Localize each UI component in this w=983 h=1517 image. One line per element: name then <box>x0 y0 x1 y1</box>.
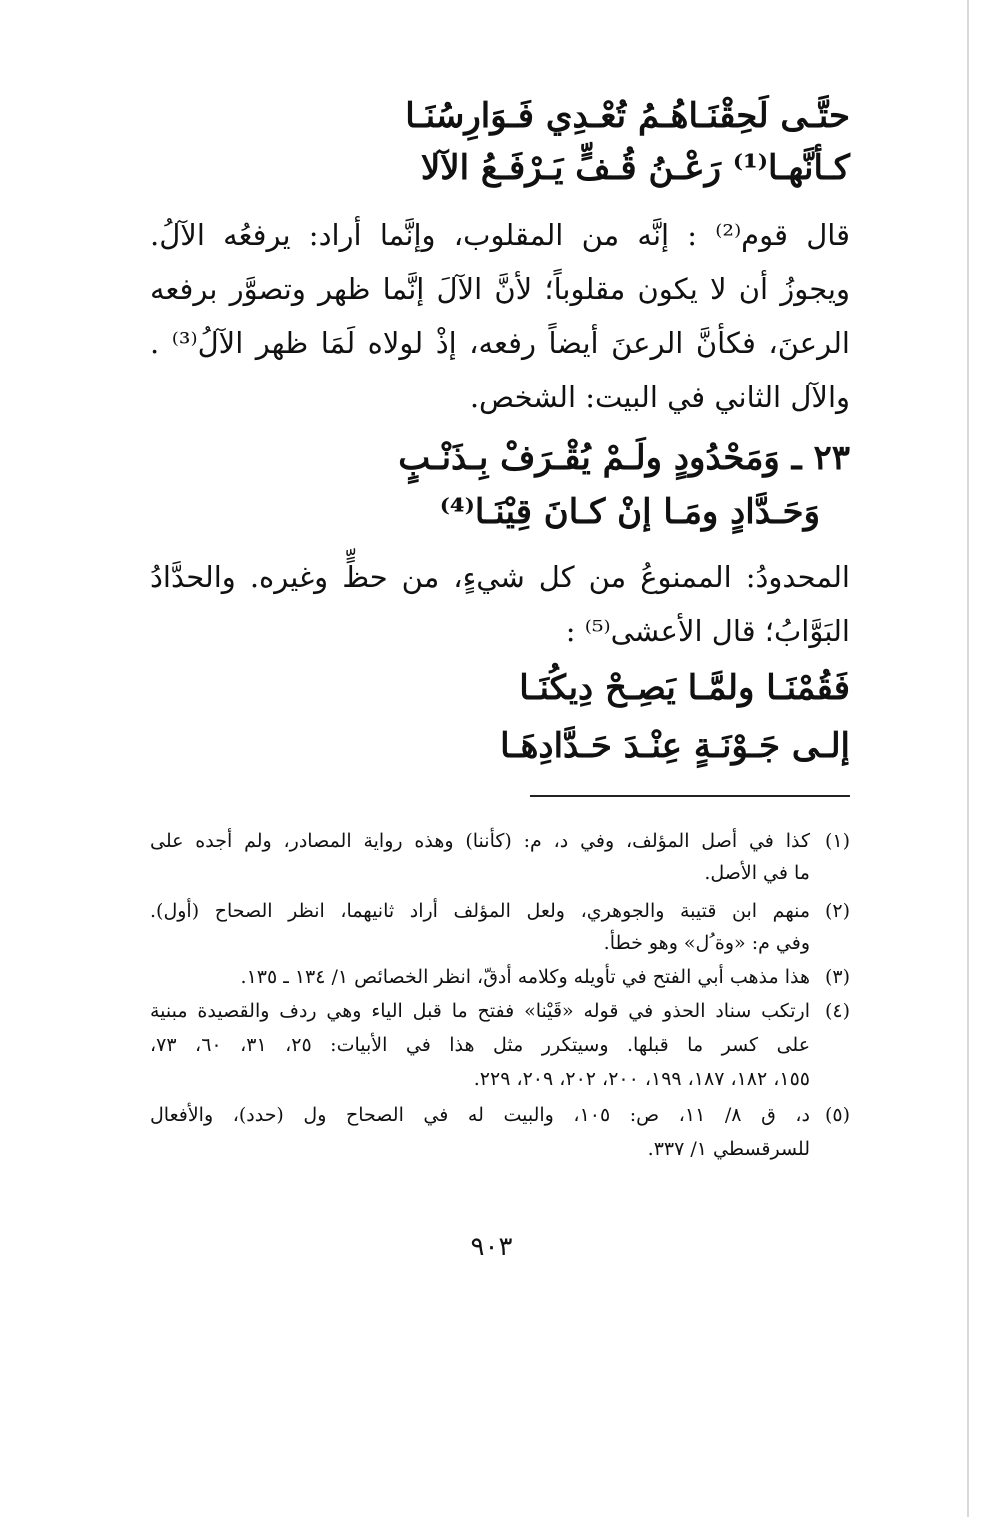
footnote-4-cont <box>150 1068 850 1096</box>
footnote-number: (٥) <box>824 1104 850 1126</box>
footnote-2-cont <box>150 932 850 960</box>
prose-line: ويجوزُ أن لا يكون مقلوباً؛ لأنَّ الآلَ إنَّما ظهر وتصوَّر برفعه <box>150 272 850 306</box>
footnote-5 <box>150 1104 850 1132</box>
footnote-1 <box>150 830 850 858</box>
prose-line: المحدودُ: الممنوعُ من كل شيءٍ، من حظٍّ وغيره. والحدَّادُ <box>150 560 850 594</box>
footnote-text: كذا في أصل المؤلف، وفي د، م: (كأننا) وهذه رواية المصادر، ولم أجده على <box>150 830 810 852</box>
footnote-number: (٣) <box>824 966 850 988</box>
footnote-3 <box>150 966 850 994</box>
footnote-4-cont <box>150 1034 850 1062</box>
footnote-number: (٤) <box>824 1000 850 1022</box>
footnote-separator <box>530 795 850 797</box>
footnote-number: (٢) <box>824 900 850 922</box>
footnote-number: (١) <box>824 830 850 852</box>
footnote-text: ارتكب سناد الحذو في قوله «قَيْنا» ففتح ما قبل الياء وهي ردف والقصيدة مبنية <box>150 1000 810 1022</box>
verse-23-line-2: وَحَـدَّادٍ ومَـا إنْ كـانَ قِيْنَـا⁽⁴⁾ <box>439 492 820 532</box>
footnote-4 <box>150 1000 850 1028</box>
page-edge <box>967 0 969 1517</box>
page-number: ٩٠٣ <box>470 1232 513 1262</box>
verse-line-3: فَقُمْنَـا ولمَّـا يَصِـحْ دِيكُنَـا <box>519 668 850 708</box>
book-page <box>150 0 850 1517</box>
footnote-5-cont <box>150 1138 850 1166</box>
prose-line: البَوَّابُ؛ قال الأعشى⁽⁵⁾ : <box>565 614 850 648</box>
footnote-text: للسرقسطي ١/ ٣٣٧. <box>647 1138 810 1160</box>
footnote-text: ١٥٥، ١٨٢، ١٨٧، ١٩٩، ٢٠٠، ٢٠٢، ٢٠٩، ٢٢٩. <box>473 1068 810 1090</box>
footnote-text: ما في الأصل. <box>704 862 810 884</box>
prose-line: والآل الثاني في البيت: الشخص. <box>469 380 850 414</box>
footnote-2 <box>150 900 850 928</box>
verse-line-2: كـأنَّهـا⁽¹⁾ رَعْـنُ قُـفٍّ يَـرْفَـعُ الآلا <box>420 148 850 188</box>
footnote-text: وفي م: «وة ُل» وهو خطأ. <box>603 932 810 954</box>
footnote-text: منهم ابن قتيبة والجوهري، ولعل المؤلف أراد ثانيهما، انظر الصحاح (أول). <box>150 900 810 922</box>
verse-line-4: إلـى جَـوْنَـةٍ عِنْـدَ حَـدَّادِهَـا <box>500 726 850 766</box>
footnote-text: على كسر ما قبلها. وسيتكرر مثل هذا في الأبيات: ٢٥، ٣١، ٦٠، ٧٣، <box>150 1034 811 1056</box>
prose-line: قال قوم⁽²⁾ : إنَّه من المقلوب، وإنَّما أراد: يرفعُه الآلُ. <box>150 218 850 252</box>
prose-line: الرعنَ، فكأنَّ الرعنَ أيضاً رفعه، إذْ لولاه لَمَا ظهر الآلُ⁽³⁾ . <box>150 326 850 360</box>
footnote-text: د، ق ٨/ ١١، ص: ١٠٥، والبيت له في الصحاح ول (حدد)، والأفعال <box>150 1104 810 1126</box>
footnote-text: هذا مذهب أبي الفتح في تأويله وكلامه أدقّ، انظر الخصائص ١/ ١٣٤ ـ ١٣٥. <box>240 966 810 988</box>
footnote-1-cont <box>150 862 850 890</box>
verse-23-line-1: ٢٣ ـ وَمَحْدُودٍ ولَـمْ يُقْـرَفْ بِـذَنْـبٍ <box>398 438 850 478</box>
verse-line-1: حتَّـى لَحِقْنَـاهُـمُ تُعْـدِي فَـوَارِسُنَـا <box>405 96 850 136</box>
